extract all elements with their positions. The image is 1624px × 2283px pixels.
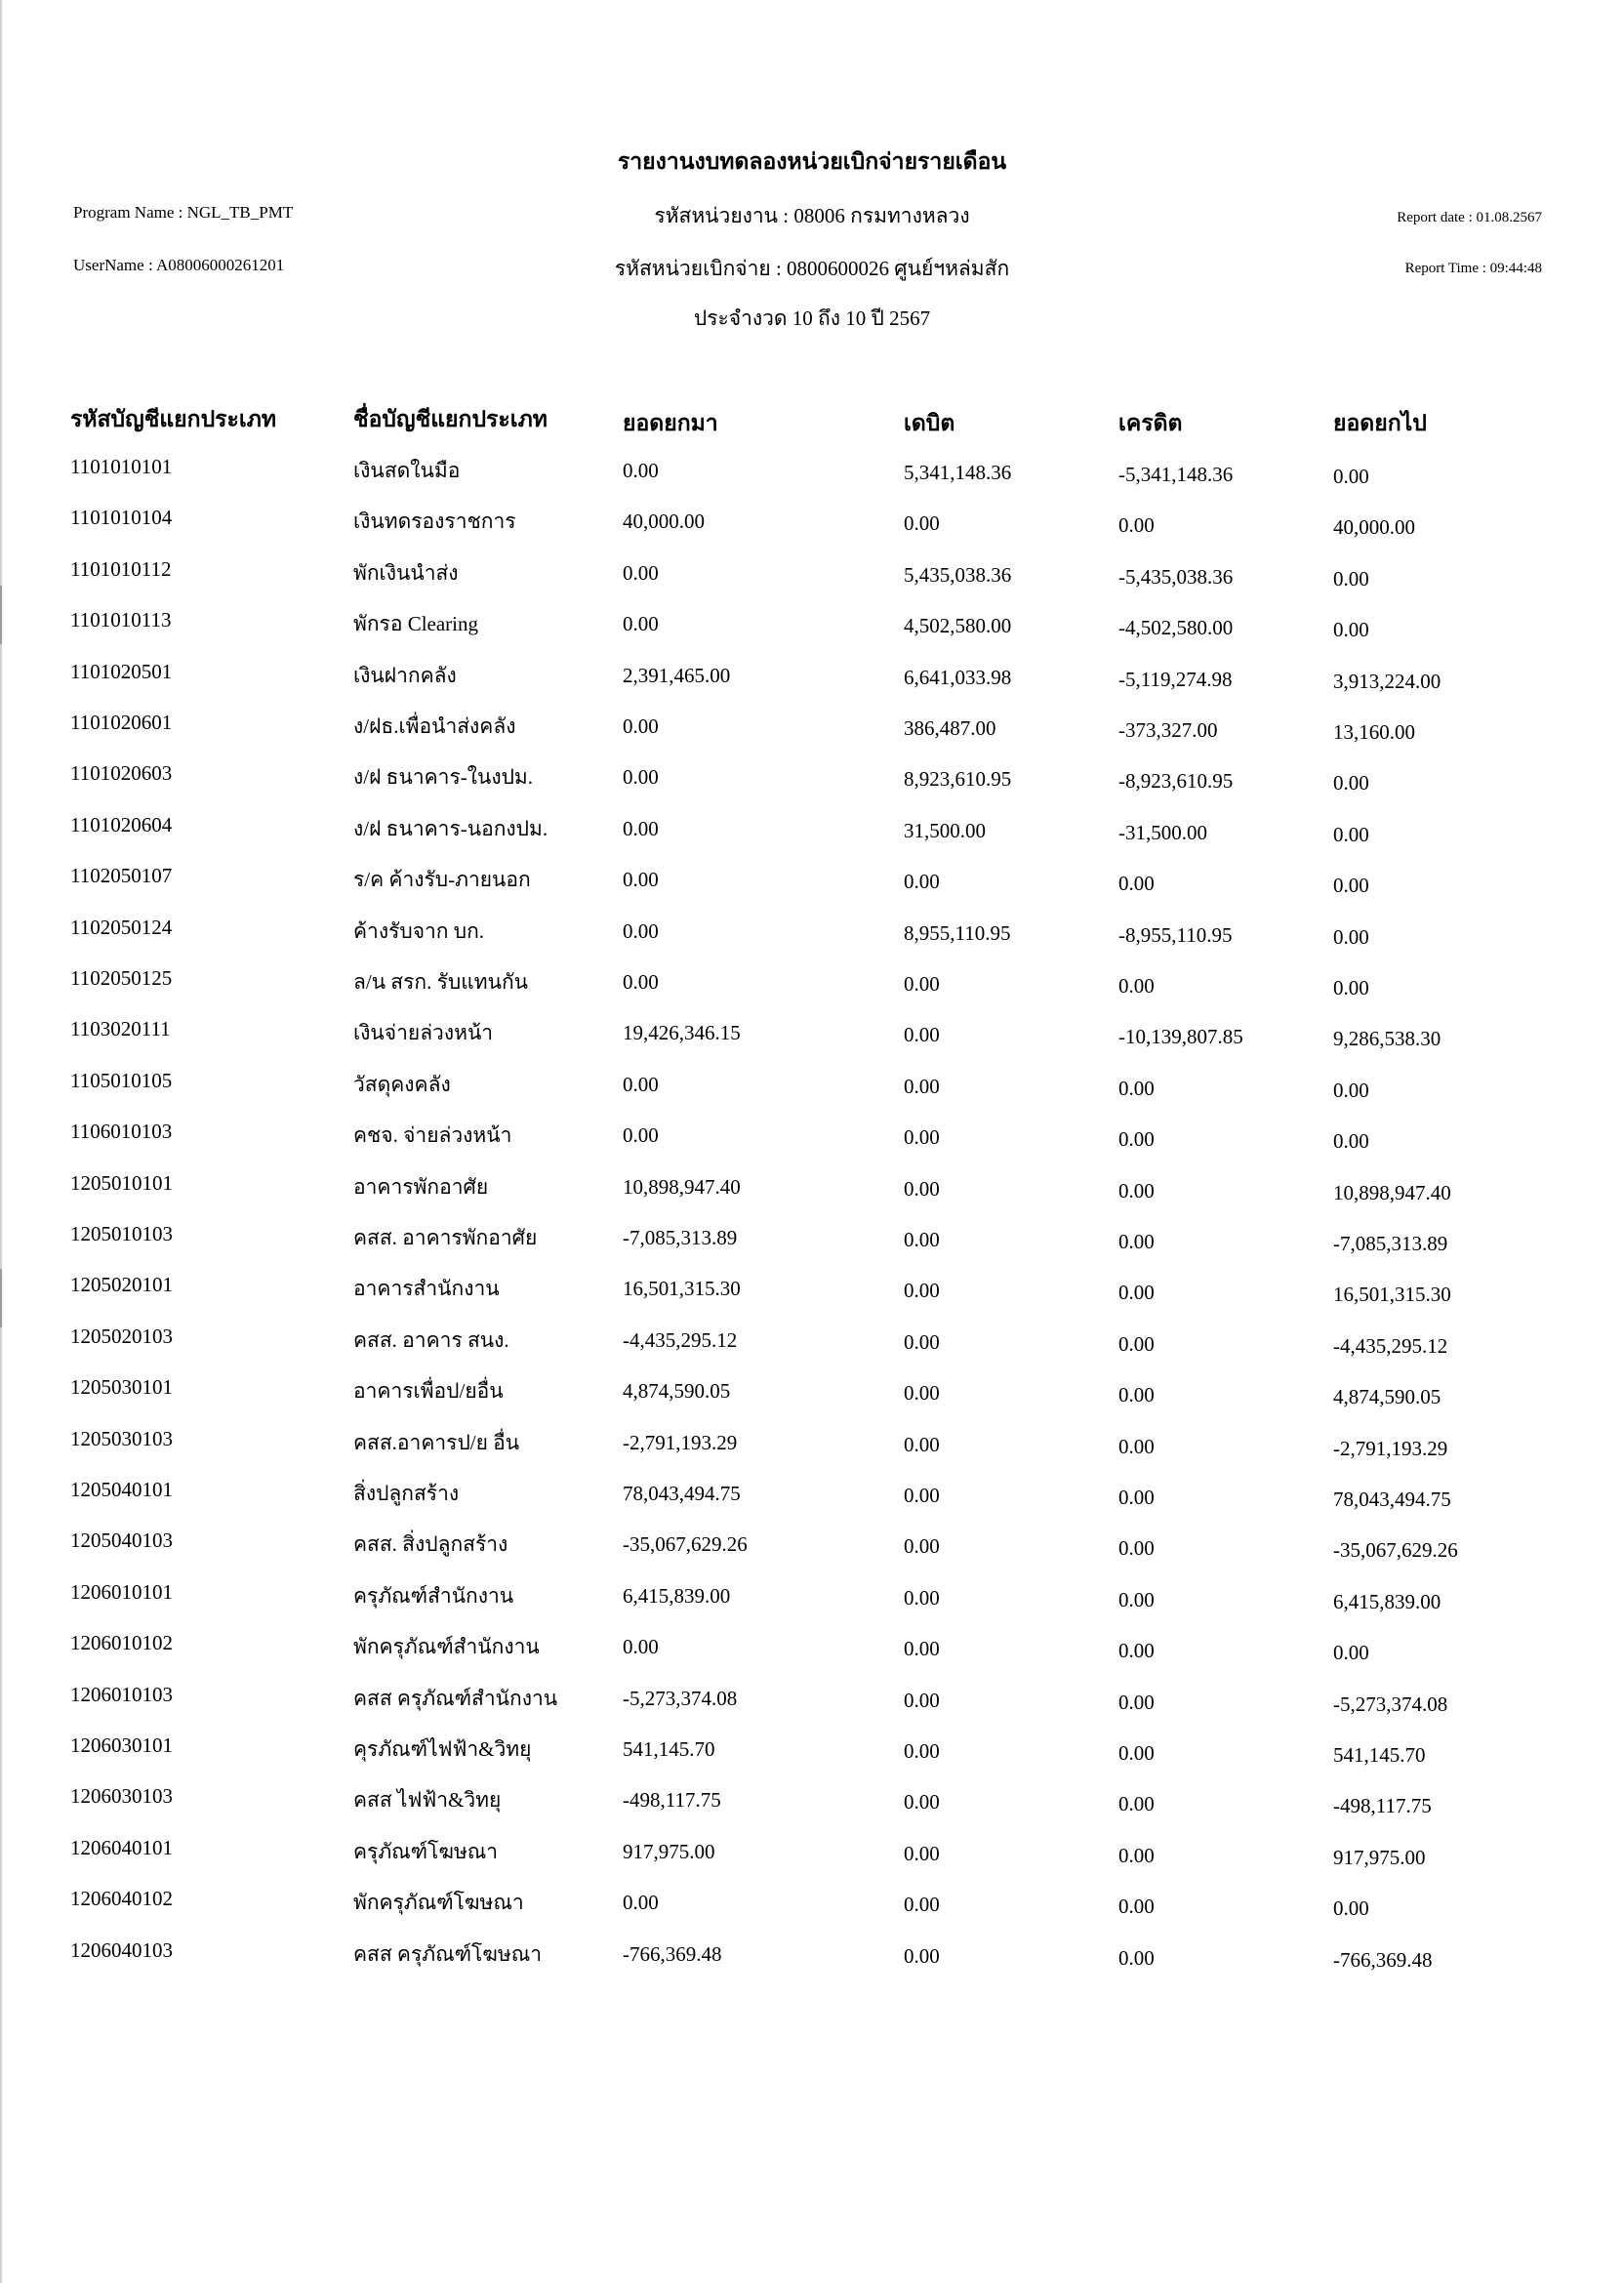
cell-credit: 0.00 (1118, 1486, 1155, 1509)
cell-brought-forward: 0.00 (623, 714, 659, 738)
table-row (0, 1580, 1624, 1613)
cell-credit: 0.00 (1118, 1178, 1155, 1203)
cell-brought-forward: 0.00 (623, 816, 659, 840)
cell-carried-forward: 0.00 (1333, 1641, 1369, 1665)
cell-carried-forward: -35,067,629.26 (1333, 1538, 1458, 1563)
cell-brought-forward: 0.00 (623, 1123, 659, 1148)
cell-code: 1205010103 (70, 1222, 173, 1245)
cell-name: วัสดุคงคลัง (353, 1072, 451, 1096)
cell-credit: -373,327.00 (1118, 718, 1218, 742)
cell-brought-forward: 0.00 (623, 459, 659, 482)
cell-credit: 0.00 (1118, 1895, 1155, 1919)
cell-carried-forward: 0.00 (1333, 1896, 1369, 1921)
cell-brought-forward: -5,273,374.08 (623, 1686, 738, 1710)
cell-name: คสส. อาคารพักอาศัย (353, 1226, 538, 1249)
cell-carried-forward: 40,000.00 (1333, 515, 1415, 540)
table-row (0, 1427, 1624, 1460)
cell-debit: 0.00 (904, 1893, 940, 1917)
cell-brought-forward: 0.00 (623, 868, 659, 892)
cell-carried-forward: -4,435,295.12 (1333, 1333, 1448, 1358)
table-row (0, 711, 1624, 744)
cell-debit: 6,641,033.98 (904, 665, 1012, 689)
cell-debit: 0.00 (904, 870, 940, 894)
cell-name: คสส ครุภัณฑ์โฆษณา (353, 1941, 542, 1966)
cell-debit: 31,500.00 (904, 818, 986, 842)
table-row (0, 1017, 1624, 1050)
report-title: รายงานงบทดลองหน่วยเบิกจ่ายรายเดือน (617, 149, 1007, 174)
cell-carried-forward: 0.00 (1333, 465, 1369, 488)
cell-credit: -4,502,580.00 (1118, 616, 1234, 640)
cell-code: 1206040101 (70, 1835, 173, 1859)
header-credit: เครดิต (1118, 411, 1183, 435)
cell-debit: 0.00 (904, 1943, 940, 1968)
cell-carried-forward: 16,501,315.30 (1333, 1283, 1451, 1307)
table-row (0, 1069, 1624, 1102)
cell-brought-forward: 0.00 (623, 1891, 659, 1915)
cell-code: 1101020604 (70, 812, 173, 836)
cell-name: พักเงินนำส่ง (353, 560, 459, 585)
cell-carried-forward: 0.00 (1333, 822, 1369, 846)
cell-code: 1101010104 (70, 506, 173, 530)
cell-debit: 0.00 (904, 1841, 940, 1865)
cell-credit: 0.00 (1118, 1281, 1155, 1305)
cell-name: อาคารพักอาศัย (353, 1174, 489, 1199)
cell-name: คสส ไฟฟ้า&วิทยุ (353, 1788, 502, 1813)
cell-name: คชจ. จ่ายล่วงหน้า (353, 1123, 512, 1148)
cell-code: 1205030101 (70, 1375, 173, 1400)
cell-name: เงินสดในมือ (353, 459, 461, 482)
cell-code: 1101020501 (70, 659, 173, 683)
cell-debit: 0.00 (904, 1484, 940, 1507)
cell-code: 1101010113 (70, 608, 172, 632)
cell-debit: 0.00 (904, 1228, 940, 1251)
cell-name: เงินจ่ายล่วงหน้า (353, 1021, 494, 1045)
cell-credit: 0.00 (1118, 1587, 1155, 1611)
cell-name: พักรอ Clearing (353, 612, 479, 636)
cell-credit: 0.00 (1118, 1127, 1155, 1152)
cell-debit: 0.00 (904, 1023, 940, 1047)
cell-brought-forward: 40,000.00 (623, 510, 705, 534)
cell-credit: 0.00 (1118, 1945, 1155, 1970)
table-row (0, 966, 1624, 999)
cell-code: 1106010103 (70, 1120, 173, 1144)
cell-debit: 0.00 (904, 1279, 940, 1303)
table-row (0, 1683, 1624, 1716)
table-row (0, 761, 1624, 795)
cell-brought-forward: 0.00 (623, 612, 659, 636)
cell-name: คุรภัณฑ์ไฟฟ้า&วิทยุ (353, 1737, 532, 1761)
cell-brought-forward: 0.00 (623, 918, 659, 943)
cell-code: 1102050124 (70, 915, 173, 939)
table-row (0, 1784, 1624, 1817)
cell-code: 1206030101 (70, 1733, 173, 1757)
cell-code: 1102050125 (70, 966, 173, 990)
cell-credit: 0.00 (1118, 872, 1155, 896)
disbursing-unit-line: รหัสหน่วยเบิกจ่าย : 0800600026 ศูนย์ฯหล่มสัก (614, 257, 1010, 280)
cell-credit: 0.00 (1118, 1331, 1155, 1356)
cell-code: 1101020603 (70, 761, 173, 786)
cell-brought-forward: -2,791,193.29 (623, 1430, 738, 1454)
table-row (0, 1375, 1624, 1408)
cell-code: 1205010101 (70, 1170, 173, 1195)
cell-brought-forward: 10,898,947.40 (623, 1174, 741, 1199)
table-row (0, 608, 1624, 641)
cell-debit: 0.00 (904, 1432, 940, 1456)
cell-carried-forward: 0.00 (1333, 1129, 1369, 1154)
cell-code: 1206040102 (70, 1887, 173, 1911)
cell-debit: 0.00 (904, 511, 940, 536)
cell-carried-forward: -7,085,313.89 (1333, 1232, 1448, 1255)
cell-debit: 4,502,580.00 (904, 614, 1012, 638)
cell-carried-forward: 13,160.00 (1333, 720, 1415, 744)
header-carried-forward: ยอดยกไป (1333, 411, 1427, 435)
table-row (0, 557, 1624, 591)
agency-line: รหัสหน่วยงาน : 08006 กรมทางหลวง (654, 204, 970, 227)
header-debit: เดบิต (904, 411, 955, 435)
cell-debit: 0.00 (904, 1688, 940, 1712)
cell-carried-forward: 3,913,224.00 (1333, 669, 1441, 693)
header-brought-forward: ยอดยกมา (623, 411, 718, 435)
cell-brought-forward: 917,975.00 (623, 1839, 715, 1863)
cell-debit: 386,487.00 (904, 716, 996, 740)
table-row (0, 506, 1624, 539)
cell-code: 1205020103 (70, 1324, 173, 1348)
cell-brought-forward: 0.00 (623, 765, 659, 790)
cell-debit: 0.00 (904, 972, 940, 996)
cell-carried-forward: 0.00 (1333, 924, 1369, 949)
cell-credit: 0.00 (1118, 513, 1155, 538)
report-date: Report date : 01.08.2567 (1397, 210, 1542, 225)
cell-code: 1101010112 (70, 556, 172, 581)
cell-credit: 0.00 (1118, 1843, 1155, 1867)
cell-name: สิ่งปลูกสร้าง (353, 1482, 460, 1505)
cell-name: ง/ฝ ธนาคาร-ในงปม. (353, 765, 534, 790)
table-row (0, 864, 1624, 897)
table-row (0, 1836, 1624, 1869)
cell-name: คสส. สิ่งปลูกสร้าง (353, 1532, 508, 1557)
cell-carried-forward: 541,145.70 (1333, 1743, 1426, 1767)
cell-brought-forward: 78,043,494.75 (623, 1482, 741, 1505)
cell-debit: 0.00 (904, 1125, 940, 1150)
period-line: ประจำงวด 10 ถึง 10 ปี 2567 (693, 306, 931, 330)
cell-code: 1206040103 (70, 1937, 173, 1962)
cell-name: คสส.อาคารป/ย อื่น (353, 1430, 520, 1454)
cell-carried-forward: 78,043,494.75 (1333, 1488, 1451, 1511)
table-row (0, 1529, 1624, 1562)
cell-credit: -31,500.00 (1118, 820, 1207, 844)
cell-name: ครุภัณฑ์โฆษณา (353, 1839, 499, 1863)
cell-carried-forward: 0.00 (1333, 771, 1369, 795)
cell-carried-forward: 0.00 (1333, 566, 1369, 591)
cell-code: 1205030103 (70, 1426, 173, 1450)
cell-debit: 8,955,110.95 (904, 920, 1011, 945)
program-name: Program Name : NGL_TB_PMT (73, 203, 294, 222)
cell-carried-forward: 917,975.00 (1333, 1845, 1426, 1869)
cell-code: 1105010105 (70, 1068, 173, 1092)
table-row (0, 813, 1624, 846)
cell-carried-forward: 4,874,590.05 (1333, 1385, 1441, 1409)
table-row (0, 1273, 1624, 1306)
cell-name: ง/ฝธ.เพื่อนำส่งคลัง (353, 714, 516, 738)
cell-name: คสส ครุภัณฑ์สำนักงาน (353, 1686, 558, 1710)
cell-credit: 0.00 (1118, 1639, 1155, 1663)
cell-code: 1101020601 (70, 711, 173, 734)
cell-carried-forward: 6,415,839.00 (1333, 1589, 1441, 1613)
cell-brought-forward: 6,415,839.00 (623, 1583, 731, 1608)
table-row (0, 1938, 1624, 1972)
cell-brought-forward: -35,067,629.26 (623, 1532, 748, 1557)
header-name: ชื่อบัญชีแยกประเภท (353, 407, 548, 431)
cell-code: 1101010101 (70, 455, 173, 478)
table-row (0, 1887, 1624, 1920)
cell-credit: -5,435,038.36 (1118, 564, 1234, 589)
cell-name: ร/ค ค้างรับ-ภายนอก (353, 868, 531, 892)
table-row (0, 660, 1624, 693)
cell-credit: 0.00 (1118, 1230, 1155, 1253)
cell-name: ครุภัณฑ์สำนักงาน (353, 1583, 514, 1608)
cell-carried-forward: 0.00 (1333, 874, 1369, 898)
user-name: UserName : A08006000261201 (73, 256, 285, 274)
cell-carried-forward: 9,286,538.30 (1333, 1027, 1441, 1051)
cell-code: 1102050107 (70, 864, 173, 888)
cell-code: 1206010102 (70, 1631, 173, 1655)
cell-carried-forward: -2,791,193.29 (1333, 1436, 1448, 1460)
cell-credit: 0.00 (1118, 1792, 1155, 1816)
cell-debit: 0.00 (904, 1329, 940, 1354)
cell-credit: -5,119,274.98 (1118, 667, 1233, 691)
table-row (0, 1733, 1624, 1767)
cell-name: เงินฝากคลัง (353, 663, 457, 687)
cell-name: ง/ฝ ธนาคาร-นอกงปม. (353, 816, 548, 840)
cell-debit: 0.00 (904, 1176, 940, 1201)
cell-debit: 0.00 (904, 1739, 940, 1763)
cell-code: 1205040103 (70, 1529, 173, 1553)
table-row (0, 1325, 1624, 1358)
report-time: Report Time : 09:44:48 (1404, 261, 1542, 276)
cell-debit: 0.00 (904, 1585, 940, 1610)
cell-brought-forward: 0.00 (623, 1072, 659, 1096)
cell-name: พักครุภัณฑ์โฆษณา (353, 1891, 524, 1915)
cell-debit: 0.00 (904, 1534, 940, 1559)
cell-credit: 0.00 (1118, 1076, 1155, 1100)
cell-credit: -8,923,610.95 (1118, 769, 1234, 794)
cell-code: 1103020111 (70, 1017, 171, 1041)
cell-credit: -8,955,110.95 (1118, 922, 1233, 947)
cell-name: คสส. อาคาร สนง. (353, 1327, 509, 1352)
cell-brought-forward: -498,117.75 (623, 1788, 721, 1813)
table-row (0, 1478, 1624, 1511)
cell-code: 1205040101 (70, 1478, 173, 1501)
cell-brought-forward: 2,391,465.00 (623, 663, 731, 687)
cell-name: อาคารสำนักงาน (353, 1277, 500, 1301)
cell-debit: 0.00 (904, 1074, 940, 1098)
cell-brought-forward: 19,426,346.15 (623, 1021, 741, 1045)
cell-name: พักครุภัณฑ์สำนักงาน (353, 1635, 540, 1659)
cell-credit: 0.00 (1118, 1434, 1155, 1458)
cell-credit: -5,341,148.36 (1118, 463, 1234, 486)
cell-credit: 0.00 (1118, 1690, 1155, 1714)
cell-carried-forward: -498,117.75 (1333, 1794, 1432, 1818)
cell-debit: 5,435,038.36 (904, 562, 1012, 587)
table-row (0, 916, 1624, 949)
cell-brought-forward: 4,874,590.05 (623, 1379, 731, 1404)
cell-brought-forward: 0.00 (623, 560, 659, 585)
cell-code: 1206030103 (70, 1784, 173, 1809)
cell-code: 1205020101 (70, 1273, 173, 1297)
cell-code: 1206010101 (70, 1579, 173, 1604)
cell-name: เงินทดรองราชการ (353, 510, 516, 534)
cell-brought-forward: 0.00 (623, 970, 659, 994)
cell-brought-forward: 0.00 (623, 1635, 659, 1659)
cell-code: 1206010103 (70, 1682, 173, 1706)
cell-brought-forward: 541,145.70 (623, 1737, 715, 1761)
cell-brought-forward: -4,435,295.12 (623, 1327, 738, 1352)
table-row (0, 1171, 1624, 1204)
table-row (0, 1631, 1624, 1664)
cell-credit: -10,139,807.85 (1118, 1025, 1243, 1049)
table-row (0, 1222, 1624, 1255)
cell-debit: 5,341,148.36 (904, 461, 1012, 484)
cell-credit: 0.00 (1118, 1741, 1155, 1765)
cell-carried-forward: -766,369.48 (1333, 1947, 1433, 1972)
cell-credit: 0.00 (1118, 974, 1155, 998)
cell-debit: 0.00 (904, 1790, 940, 1814)
header-code: รหัสบัญชีแยกประเภท (70, 407, 277, 431)
cell-name: ค้างรับจาก บก. (353, 918, 485, 943)
cell-carried-forward: 0.00 (1333, 1078, 1369, 1102)
cell-brought-forward: 16,501,315.30 (623, 1277, 741, 1301)
table-row (0, 1120, 1624, 1153)
cell-carried-forward: -5,273,374.08 (1333, 1692, 1448, 1716)
cell-debit: 0.00 (904, 1381, 940, 1406)
cell-brought-forward: -766,369.48 (623, 1941, 722, 1966)
cell-brought-forward: -7,085,313.89 (623, 1226, 738, 1249)
table-row (0, 455, 1624, 488)
cell-carried-forward: 0.00 (1333, 618, 1369, 642)
cell-carried-forward: 10,898,947.40 (1333, 1180, 1451, 1204)
cell-debit: 0.00 (904, 1637, 940, 1661)
cell-name: อาคารเพื่อป/ยอื่น (353, 1379, 504, 1404)
cell-debit: 8,923,610.95 (904, 767, 1012, 792)
cell-carried-forward: 0.00 (1333, 976, 1369, 999)
cell-credit: 0.00 (1118, 1383, 1155, 1407)
cell-credit: 0.00 (1118, 1536, 1155, 1561)
cell-name: ล/น สรก. รับแทนกัน (353, 970, 529, 994)
